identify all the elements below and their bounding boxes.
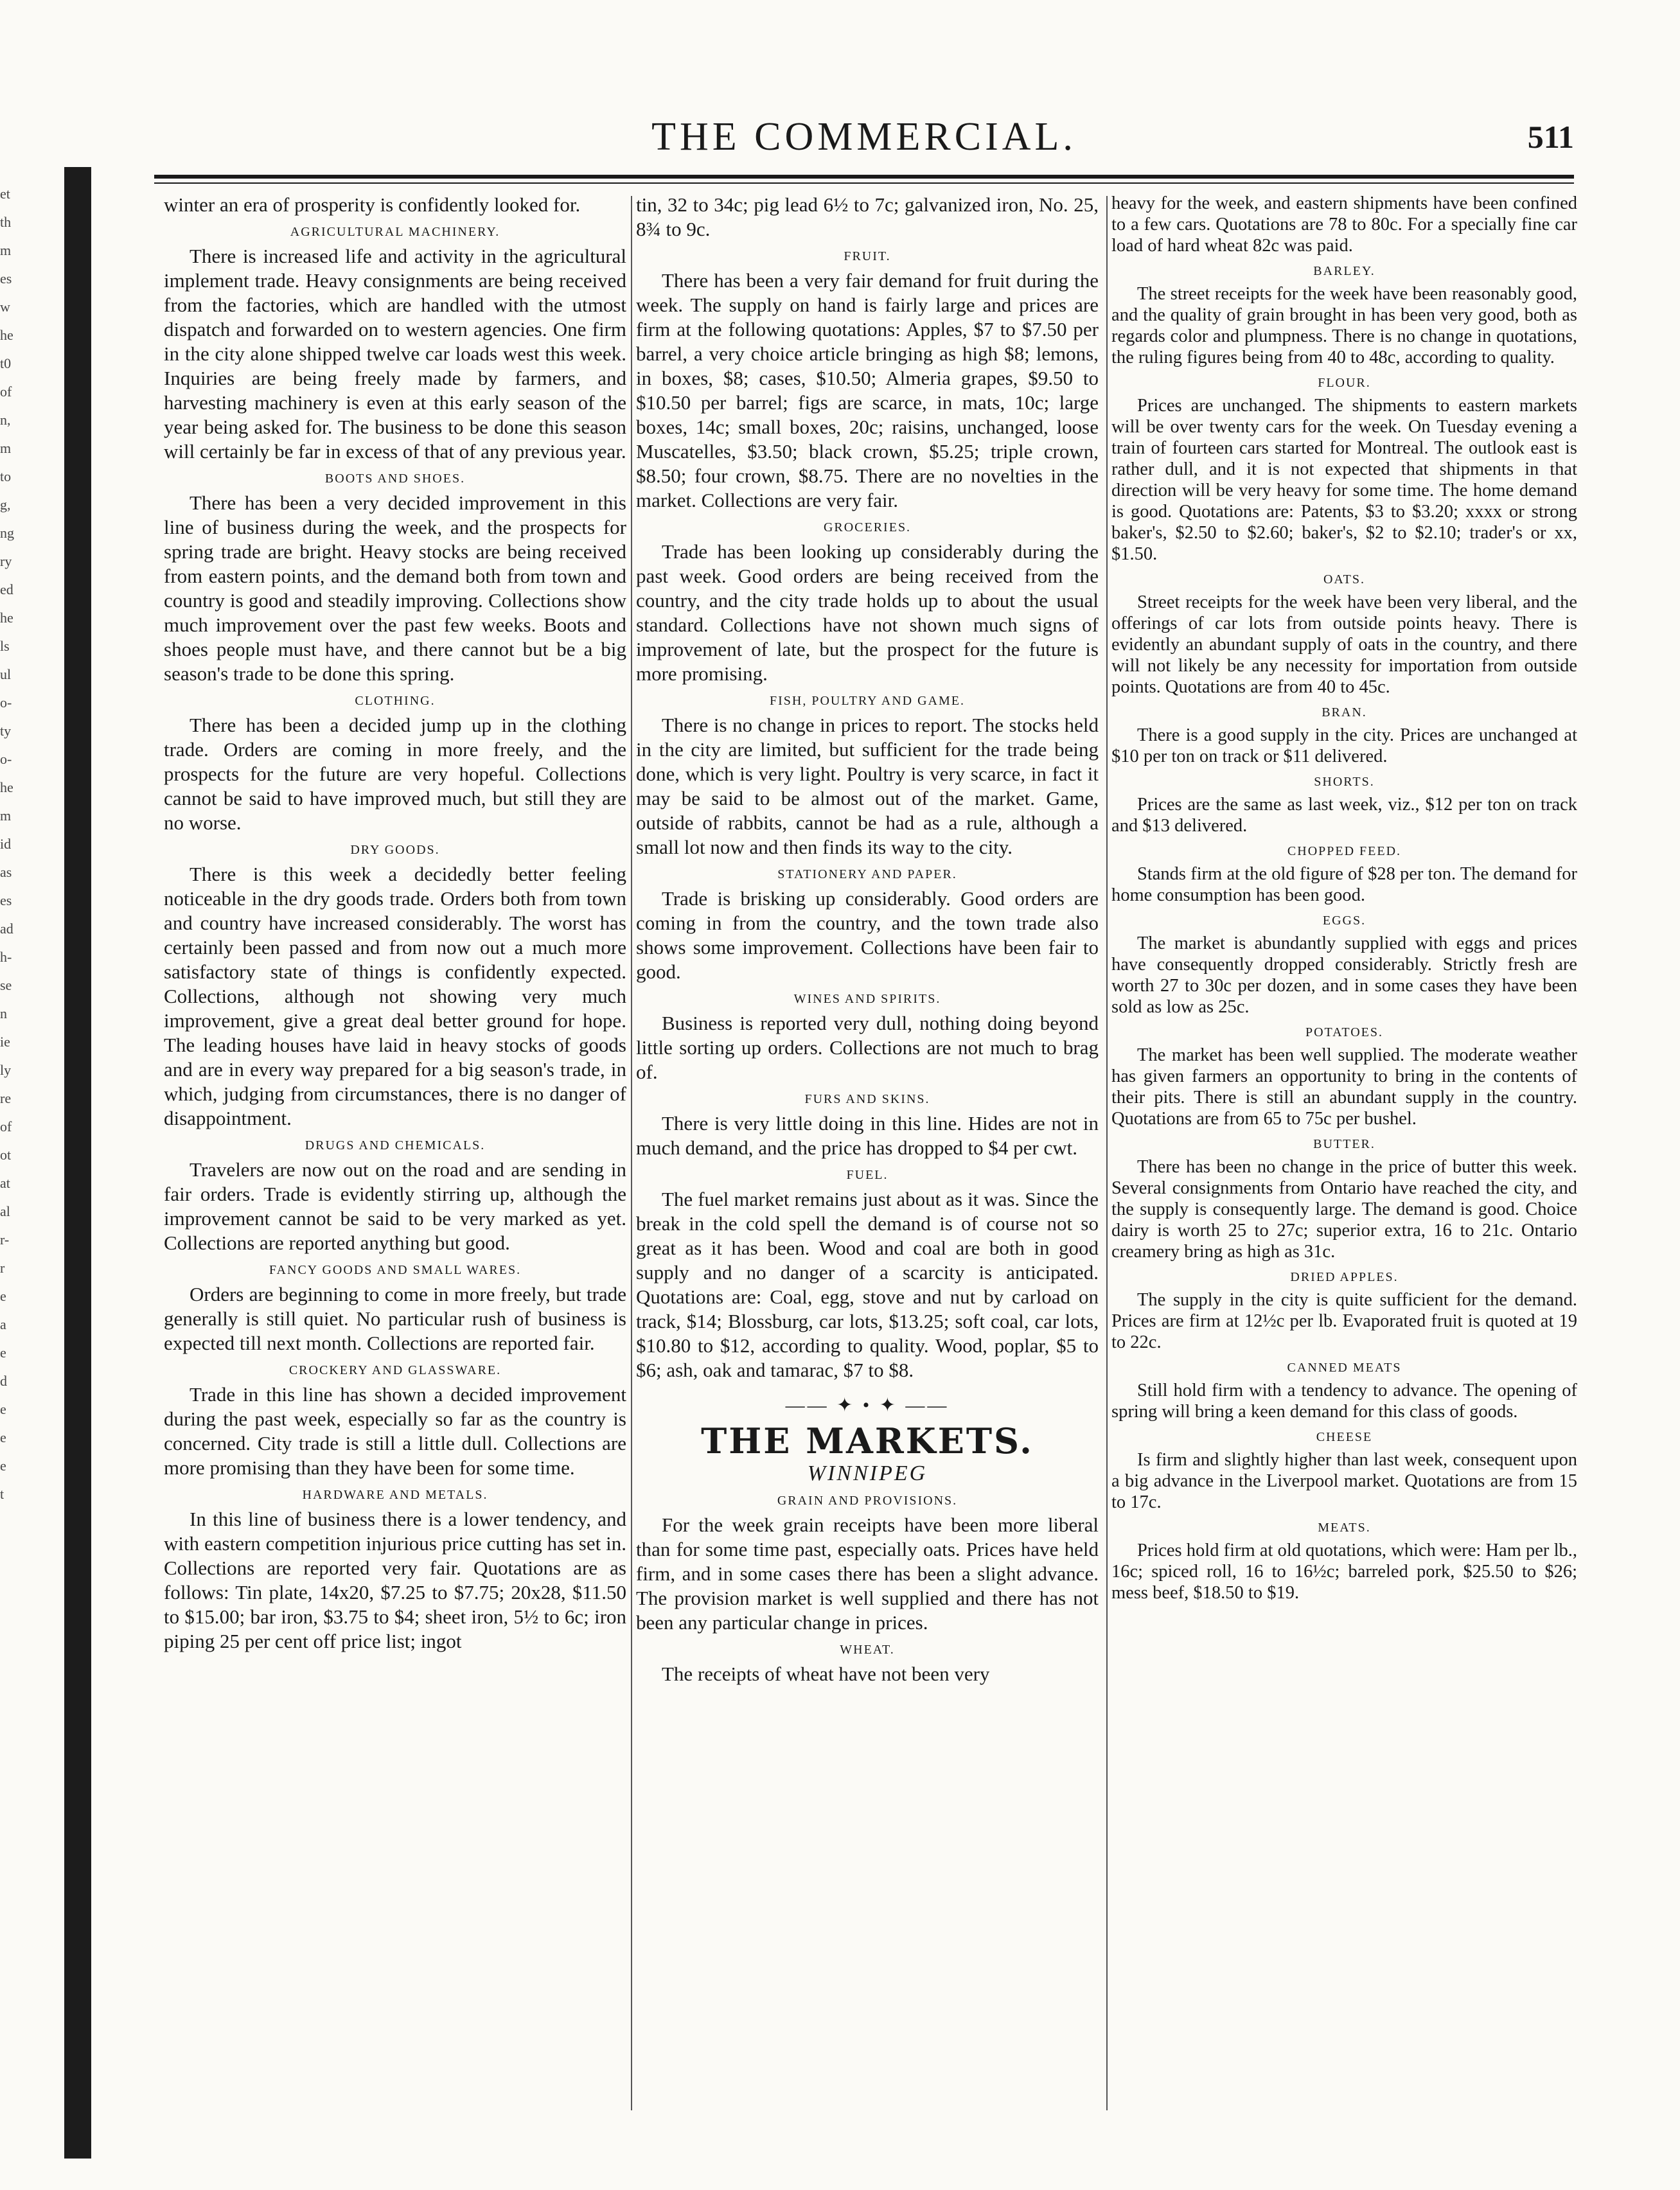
margin-fragment: o- (0, 751, 12, 767)
margin-fragment: ls (0, 638, 10, 654)
section-heading: FISH, POULTRY AND GAME. (769, 694, 965, 708)
section-heading: WHEAT. (840, 1643, 895, 1657)
margin-fragment: id (0, 836, 12, 852)
section-body: The market is abundantly supplied with eggs and prices have consequently dropped considerably. Strictly fresh are worth 27 to 30c per dozen, and in some cases they have been sold as low as 25c. (1111, 933, 1577, 1017)
section-heading: FUEL. (846, 1168, 889, 1182)
margin-fragment: t (0, 1486, 4, 1502)
header-rule-thick (154, 175, 1574, 179)
section-heading: POTATOES. (1305, 1025, 1384, 1039)
margin-fragment: ul (0, 666, 12, 682)
margin-fragment: re (0, 1090, 12, 1106)
margin-fragment: es (0, 270, 12, 287)
margin-fragment: w (0, 299, 10, 315)
margin-fragment: of (0, 384, 12, 400)
margin-fragment: n (0, 1005, 7, 1021)
section-body: Stands firm at the old figure of $28 per ton. The demand for home consumption has been good. (1111, 864, 1577, 905)
page-number: 511 (1527, 119, 1574, 155)
margin-fragments (0, 180, 39, 1508)
section-body: The supply in the city is quite sufficient for the demand. Prices are firm at 12½c per lb. Evaporated fruit is quoted at 19 to 22c. (1111, 1290, 1577, 1352)
margin-fragment: ly (0, 1062, 12, 1078)
section-body: Trade has been looking up considerably during the past week. Good orders are being received from the country, and the city trade holds up to about the usual standard. Collections have not shown much signs of improvement of late, but the prospect for the future is more promising. (636, 540, 1099, 685)
margin-fragment: n, (0, 412, 11, 428)
section-heading: AGRICULTURAL MACHINERY. (290, 225, 500, 239)
markets-title: THE MARKETS. (701, 1420, 1034, 1461)
margin-fragment: as (0, 864, 12, 880)
margin-fragment: e (0, 1288, 6, 1304)
column-3-sections (1111, 263, 1577, 1603)
margin-fragment: es (0, 892, 12, 908)
margin-fragment: m (0, 242, 12, 258)
section-heading: FLOUR. (1318, 376, 1371, 390)
margin-fragment: ot (0, 1147, 12, 1163)
margin-fragment: d (0, 1373, 7, 1389)
margin-fragment: e (0, 1429, 6, 1445)
section-body: Trade in this line has shown a decided improvement during the past week, especially so far as the country is concerned. City trade is still a little dull. Collections are more promising than they have been for some time. (164, 1383, 626, 1479)
margin-fragment: o- (0, 694, 12, 711)
margin-fragment: th (0, 214, 12, 230)
column-rule (1106, 196, 1108, 2110)
section-body: Prices are unchanged. The shipments to eastern markets will be over twenty cars for the week. On Tuesday evening a train of fourteen cars started for Montreal. The outlook east is rather dull, and it is not expected that shipments in that direction will be very heavy for some time. The home demand is good. Quotations are: Patents, $3 to $3.20; xxxx or strong baker's, $2.50 to $2.60; baker's, $2 to $2.10; trader's or xx, $1.50. (1111, 396, 1577, 564)
column-2-sections (636, 248, 1099, 1382)
markets-subtitle: WINNIPEG (807, 1461, 928, 1485)
margin-fragment: t0 (0, 355, 12, 371)
section-heading: GROCERIES. (823, 520, 912, 534)
section-body: Still hold firm with a tendency to advance. The opening of spring will bring a keen demand for this class of goods. (1111, 1381, 1577, 1422)
section-heading: EGGS. (1322, 914, 1366, 928)
margin-fragment: ng (0, 525, 14, 541)
header-rule-thin (154, 182, 1574, 184)
section-heading: FANCY GOODS AND SMALL WARES. (269, 1263, 522, 1277)
continued-text: tin, 32 to 34c; pig lead 6½ to 7c; galvanized iron, No. 25, 8¾ to 9c. (636, 193, 1099, 240)
section-heading: STATIONERY AND PAPER. (777, 867, 957, 881)
section-heading: BRAN. (1322, 705, 1367, 720)
section-body: There is no change in prices to report. The stocks held in the city are limited, but sufficient for the trade being done, which is very light. Poultry is very scarce, in fact it may be said to be almost out of the market. Game, outside of rabbits, cannot be had as a rule, although a small lot now and then finds its way to the city. (636, 714, 1099, 858)
section-body: In this line of business there is a lower tendency, and with eastern competition injurious price cutting has set in. Collections are reported very fair. Quotations are as follows: Tin plate, 14x20, $7.25 to $7.75; 20x28, $11.50 to $15.00; bar iron, $3.75 to $4; sheet iron, 5½ to 6c; iron piping 25 per cent off price list; ingot (164, 1508, 626, 1652)
section-heading: CROCKERY AND GLASSWARE. (288, 1363, 502, 1377)
margin-fragment: m (0, 808, 12, 824)
section-body: There is this week a decidedly better feeling noticeable in the dry goods trade. Orders both from town and country have increased considerably. The worst has certainly been passed and from now out a much more satisfactory state of things is confidently expected. Collections, although not showing very much improvement, give a great deal better ground for hope. The leading houses have laid in heavy stocks of goods and are in every way prepared for a big season's trade, in which, judging from circumstances, there is no danger of disappointment. (164, 863, 626, 1129)
margin-fragment: m (0, 440, 12, 456)
margin-fragment: at (0, 1175, 10, 1191)
margin-fragment: se (0, 977, 12, 993)
ornamental-divider: —— ✦ • ✦ —— (785, 1395, 950, 1416)
section-heading: FRUIT. (844, 249, 891, 263)
section-body: Prices are the same as last week, viz., $12 per ton on track and $13 delivered. (1111, 795, 1577, 836)
section-body: There is a good supply in the city. Prices are unchanged at $10 per ton on track or $11 delivered. (1111, 725, 1577, 766)
column-3 (1111, 193, 1577, 2159)
section-heading: DRY GOODS. (350, 843, 440, 857)
section-heading: SHORTS. (1314, 775, 1375, 789)
column-1 (164, 193, 626, 2159)
section-body: Trade is brisking up considerably. Good orders are coming in from the country, and the town trade also shows some improvement. Collections have been fair to good. (636, 887, 1099, 983)
margin-fragment: of (0, 1118, 12, 1135)
section-body: For the week grain receipts have been more liberal than for some time past, especially oats. Prices have held firm, and in some cases there has been a slight advance. The provision market is well supplied and there has not been any particular change in prices. (636, 1514, 1099, 1634)
margin-fragment: h- (0, 949, 12, 965)
section-body: There has been a very decided improvement in this line of business during the week, and the prospects for spring trade are bright. Heavy stocks are being received from eastern points, and the demand both from town and country is good and steadily improving. Collections show much improvement over the past few weeks. Boots and shoes people must have, and there cannot but be a big season's trade to be done this spring. (164, 491, 626, 685)
margin-fragment: g, (0, 497, 11, 513)
section-heading: WINES AND SPIRITS. (793, 992, 941, 1006)
margin-fragment: ed (0, 581, 13, 597)
column-1-sections (164, 224, 626, 1654)
section-heading: DRIED APPLES. (1290, 1270, 1399, 1284)
continued-text: winter an era of prosperity is confidently looked for. (164, 193, 581, 216)
margin-fragment: ry (0, 553, 12, 569)
section-body: The street receipts for the week have been reasonably good, and the quality of grain brought in has been very good, both as regards color and plumpness. There is no change in quotations, the ruling figures being from 40 to 48c, according to quality. (1111, 284, 1577, 367)
section-heading: BARLEY. (1313, 264, 1375, 278)
section-body: Business is reported very dull, nothing doing beyond little sorting up orders. Collections are not much to brag of. (636, 1012, 1099, 1083)
section-heading: FURS AND SKINS. (804, 1092, 930, 1106)
margin-fragment: al (0, 1203, 10, 1219)
section-heading: CANNED MEATS (1287, 1361, 1402, 1375)
section-body: The fuel market remains just about as it was. Since the break in the cold spell the demand is of course not so great as it has been. Wood and coal are both in good supply and no danger of a scarcity is anticipated. Quotations are: Coal, egg, stove and nut by carload on track, $14; Blossburg, car lots, $13.25; soft coal, car lots, $10.80 to $12, according to quality. Wood, poplar, $5 to $6; ash, oak and tamarac, $7 to $8. (636, 1188, 1099, 1381)
section-heading: OATS. (1323, 572, 1365, 587)
section-body: Street receipts for the week have been very liberal, and the offerings of car lots from outside points heavy. There is evidently an abundant supply of oats in the country, and there will not likely be any necessity for importation from outside points. Quotations are from 40 to 45c. (1111, 592, 1577, 697)
section-body: There has been no change in the price of butter this week. Several consignments from Ontario have reached the city, and the supply is consequently large. The demand is good. Choice dairy is worth 25 to 27c; superior extra, 16 to 21c. Ontario creamery bring as high as 31c. (1111, 1157, 1577, 1262)
section-body: There has been a decided jump up in the clothing trade. Orders are coming in more freely, and the prospects for the future are very hopeful. Collections cannot be said to have improved much, but still they are no worse. (164, 714, 626, 834)
margin-fragment: r- (0, 1232, 10, 1248)
margin-fragment: he (0, 327, 13, 343)
margin-fragment: e (0, 1458, 6, 1474)
section-heading: HARDWARE AND METALS. (302, 1488, 488, 1502)
continued-text: heavy for the week, and eastern shipments have been confined to a few cars. Quotations are 78 to 80c. For a specially fine car load of hard wheat 82c was paid. (1111, 193, 1577, 256)
section-body: Prices hold firm at old quotations, which were: Ham per lb., 16c; spiced roll, 16 to 16½c; barreled pork, $25.50 to $26; mess beef, $18.50 to $19. (1111, 1541, 1577, 1603)
margin-fragment: et (0, 186, 10, 202)
section-heading: DRUGS AND CHEMICALS. (305, 1138, 486, 1152)
page-header (154, 109, 1574, 173)
section-heading: CLOTHING. (355, 694, 436, 708)
section-heading: BUTTER. (1313, 1137, 1375, 1151)
section-body: There is very little doing in this line. Hides are not in much demand, and the price has dropped to $4 per cwt. (636, 1112, 1099, 1159)
section-heading: CHEESE (1316, 1430, 1373, 1444)
margin-fragment: ty (0, 723, 12, 739)
column-rule (631, 196, 632, 2110)
margin-fragment: e (0, 1401, 6, 1417)
section-body: Travelers are now out on the road and are sending in fair orders. Trade is evidently stirring up, although the improvement cannot be said to be very marked as yet. Collections are reported anything but good. (164, 1158, 626, 1254)
margin-fragment: e (0, 1345, 6, 1361)
section-heading: CHOPPED FEED. (1287, 844, 1402, 858)
section-body: There has been a very fair demand for fruit during the week. The supply on hand is fairly large and prices are firm at the following quotations: Apples, $7 to $7.50 per barrel, a very choice article bringing as high $8; lemons, in boxes, $8; cases, $10.50; Almeria grapes, $9.50 to $10.50 per barrel; figs are scarce, in mats, 10c; large boxes, 14c; small boxes, 20c; raisins, unchanged, loose Muscatelles, $3.50; black crown, $5.25; triple crown, $8.50; four crown, $8.75. There are no novelties in the market. Collections are very fair. (636, 269, 1099, 511)
running-title: THE COMMERCIAL. (651, 115, 1077, 159)
margin-fragment: to (0, 468, 12, 484)
margin-fragment: he (0, 610, 13, 626)
margin-fragment: he (0, 779, 13, 795)
section-heading: BOOTS AND SHOES. (324, 472, 466, 486)
section-body: Orders are beginning to come in more freely, but trade generally is still quiet. No particular rush of business is expected till next month. Collections are reported fair. (164, 1283, 626, 1354)
margin-fragment: a (0, 1316, 6, 1332)
section-heading: GRAIN AND PROVISIONS. (777, 1494, 958, 1508)
section-body: The receipts of wheat have not been very (662, 1663, 990, 1685)
section-body: There is increased life and activity in the agricultural implement trade. Heavy consignments are being received from the factories, which are handled with the utmost dispatch and forwarded on to western agencies. One firm in the city alone shipped twelve car loads west this week. Inquiries are being freely made by farmers, and harvesting machinery is even at this early season of the year being asked for. The business to be done this season will certainly be far in excess of that of any previous year. (164, 245, 626, 463)
section-body: Is firm and slightly higher than last week, consequent upon a big advance in the Liverpool market. Quotations are from 15 to 17c. (1111, 1450, 1577, 1512)
section-heading: MEATS. (1318, 1521, 1371, 1535)
column-2 (636, 193, 1099, 2159)
margin-fragment: ad (0, 921, 13, 937)
margin-fragment: ie (0, 1034, 10, 1050)
markets-sections (636, 1492, 1099, 1686)
section-body: The market has been well supplied. The moderate weather has given farmers an opportunity to bring in the contents of their pits. There is still an abundant supply in the country. Quotations are from 65 to 75c per bushel. (1111, 1045, 1577, 1129)
binding-spine (64, 167, 91, 2159)
margin-fragment: r (0, 1260, 5, 1276)
